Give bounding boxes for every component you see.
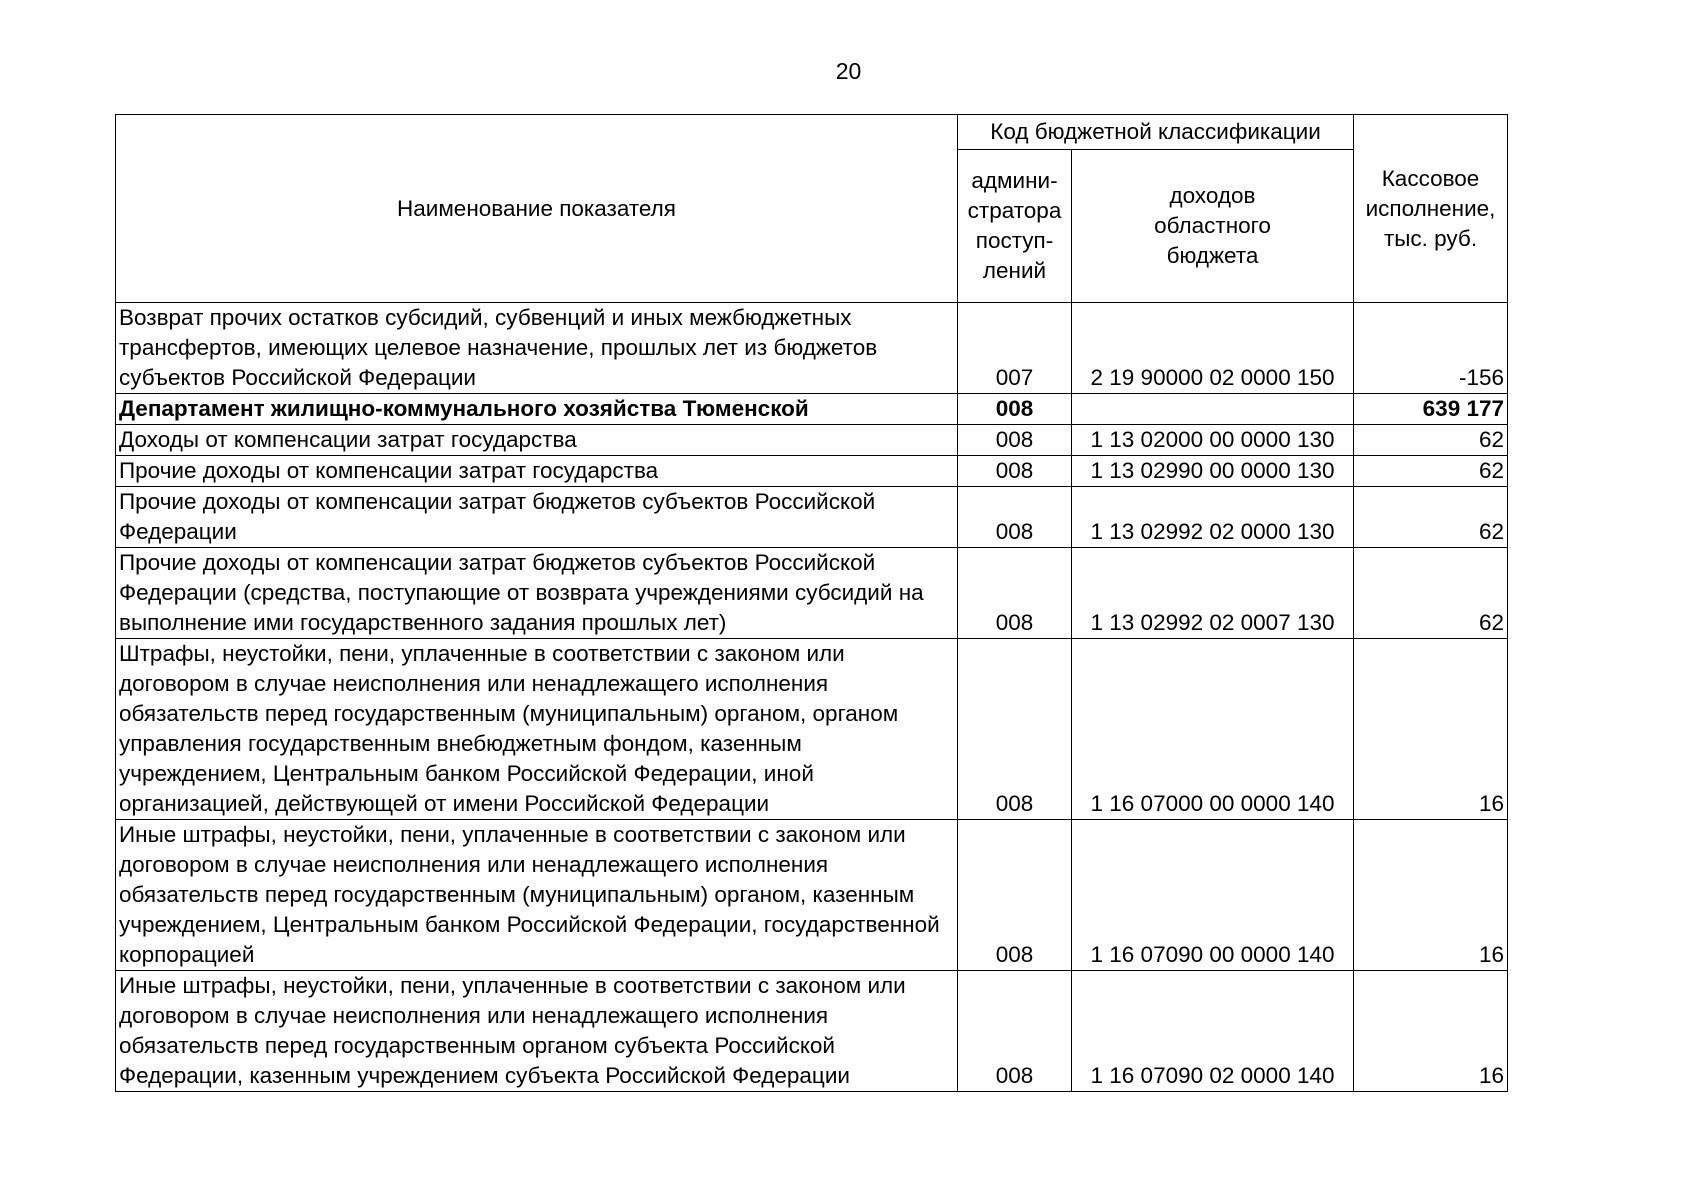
row-amount: 62 (1354, 487, 1508, 548)
row-admin-code: 008 (958, 487, 1072, 548)
column-header-income (1072, 150, 1354, 303)
table-row (116, 639, 1508, 820)
admin-header-line: стратора (967, 198, 1062, 223)
amount-header-line: тыс. руб. (1383, 225, 1478, 251)
column-header-admin (958, 150, 1072, 303)
amount-header-line: исполнение, (1365, 195, 1496, 221)
row-income-code: 1 13 02992 02 0000 130 (1072, 487, 1354, 548)
budget-table (115, 114, 1508, 1092)
row-amount: 62 (1354, 425, 1508, 456)
row-amount: 639 177 (1354, 394, 1508, 425)
row-admin-code: 008 (958, 639, 1072, 820)
row-admin-code: 008 (958, 971, 1072, 1092)
income-header-line: областного (1154, 213, 1271, 238)
row-name: Доходы от компенсации затрат государства (116, 425, 958, 456)
row-income-code: 1 16 07000 00 0000 140 (1072, 639, 1354, 820)
row-name: Иные штрафы, неустойки, пени, уплаченные в соответствии с законом или договором в случае неисполнения или ненадлежащего исполнения обязательств перед государственным (муниципальным) органом, казенным учреждением, Центральным банком Российской Федерации, государственной корпорацией (116, 820, 958, 971)
row-admin-code: 008 (958, 394, 1072, 425)
admin-header-line: админи- (971, 168, 1058, 193)
row-amount: 16 (1354, 820, 1508, 971)
row-admin-code: 007 (958, 303, 1072, 394)
row-income-code: 1 13 02000 00 0000 130 (1072, 425, 1354, 456)
amount-header-line: Кассовое (1381, 165, 1480, 191)
column-header-amount (1354, 115, 1508, 303)
row-income-code: 1 16 07090 00 0000 140 (1072, 820, 1354, 971)
row-amount: 16 (1354, 639, 1508, 820)
table-row (116, 394, 1508, 425)
page-number: 20 (835, 58, 862, 84)
row-amount: 16 (1354, 971, 1508, 1092)
row-amount: 62 (1354, 456, 1508, 487)
row-admin-code: 008 (958, 820, 1072, 971)
income-header-line: доходов (1169, 183, 1256, 208)
admin-header-line: поступ- (975, 228, 1054, 253)
table-row (116, 971, 1508, 1092)
row-name: Департамент жилищно-коммунального хозяйства Тюменской (116, 394, 958, 425)
row-income-code: 2 19 90000 02 0000 150 (1072, 303, 1354, 394)
row-admin-code: 008 (958, 456, 1072, 487)
row-amount: 62 (1354, 548, 1508, 639)
row-income-code: 1 16 07090 02 0000 140 (1072, 971, 1354, 1092)
row-name: Прочие доходы от компенсации затрат бюджетов субъектов Российской Федерации (средства, поступающие от возврата учреждениями субсидий на выполнение ими государственного задания прошлых лет) (116, 548, 958, 639)
table-body (116, 303, 1508, 1092)
table-row (116, 820, 1508, 971)
admin-header-line: лений (982, 258, 1047, 283)
row-admin-code: 008 (958, 425, 1072, 456)
row-income-code: 1 13 02992 02 0007 130 (1072, 548, 1354, 639)
row-income-code: 1 13 02990 00 0000 130 (1072, 456, 1354, 487)
table-row (116, 303, 1508, 394)
row-name: Иные штрафы, неустойки, пени, уплаченные в соответствии с законом или договором в случае неисполнения или ненадлежащего исполнения обязательств перед государственным органом субъекта Российской Федерации, казенным учреждением субъекта Российской Федерации (116, 971, 958, 1092)
table-row (116, 548, 1508, 639)
row-admin-code: 008 (958, 548, 1072, 639)
column-header-code-group: Код бюджетной классификации (958, 115, 1354, 150)
table-row (116, 456, 1508, 487)
row-income-code (1072, 394, 1354, 425)
table-row (116, 487, 1508, 548)
table-header (116, 115, 1508, 303)
row-name: Штрафы, неустойки, пени, уплаченные в соответствии с законом или договором в случае неисполнения или ненадлежащего исполнения обязательств перед государственным (муниципальным) органом, органом управления государственным внебюджетным фондом, казенным учреждением, Центральным банком Российской Федерации, иной организацией, действующей от имени Российской Федерации (116, 639, 958, 820)
row-name: Возврат прочих остатков субсидий, субвенций и иных межбюджетных трансфертов, имеющих целевое назначение, прошлых лет из бюджетов субъектов Российской Федерации (116, 303, 958, 394)
header-row-top (116, 115, 1508, 150)
table-row (116, 425, 1508, 456)
income-header-line: бюджета (1166, 243, 1259, 268)
column-header-name: Наименование показателя (116, 115, 958, 303)
row-name: Прочие доходы от компенсации затрат бюджетов субъектов Российской Федерации (116, 487, 958, 548)
row-name: Прочие доходы от компенсации затрат государства (116, 456, 958, 487)
row-amount: -156 (1354, 303, 1508, 394)
